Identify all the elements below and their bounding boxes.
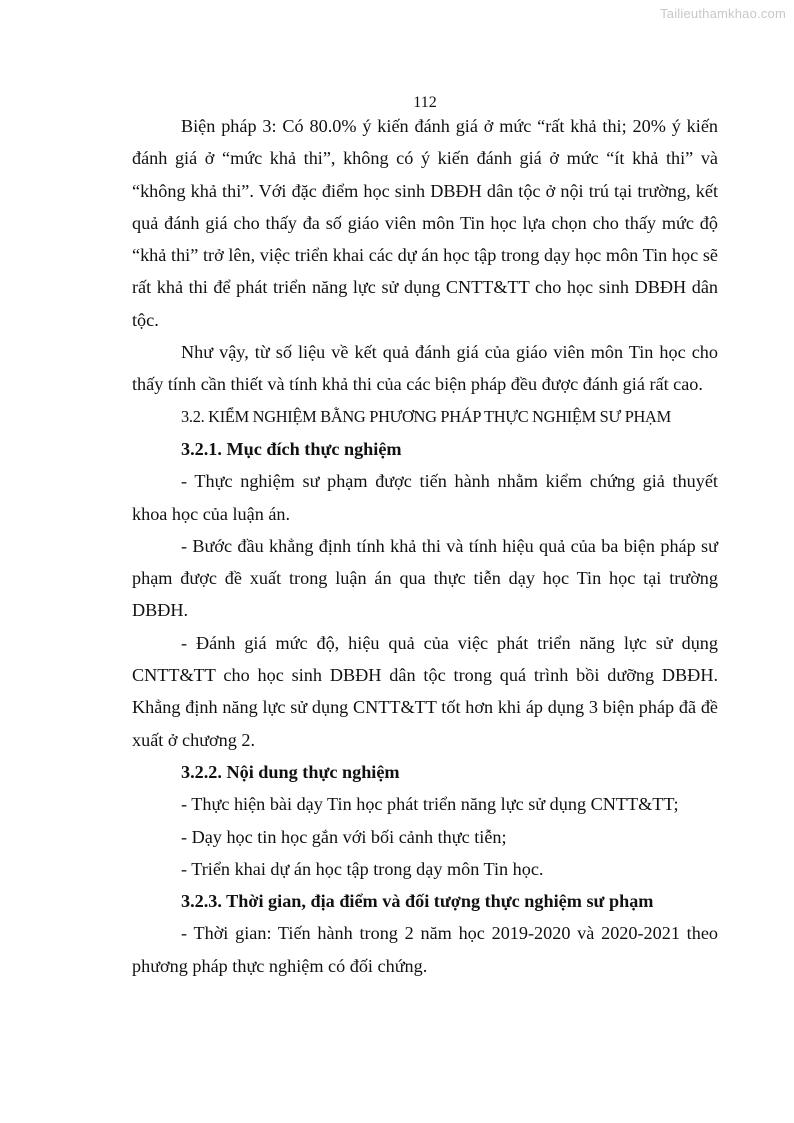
list-item-content-2: - Dạy học tin học gắn với bối cảnh thực tiễn; [181,826,507,847]
list-item-purpose-2: - Bước đầu khẳng định tính khả thi và tính hiệu quả của ba biện pháp sư phạm được đề xuất trong luận án qua thực tiễn dạy học Tin học tại trường DBĐH. [132,535,718,621]
watermark: Tailieuthamkhao.com [660,6,786,21]
paragraph-bien-phap-3: Biện pháp 3: Có 80.0% ý kiến đánh giá ở mức “rất khả thi; 20% ý kiến đánh giá ở “mức khả thi”, không có ý kiến đánh giá ở mức “ít khả thi” và “không khả thi”. Với đặc điểm học sinh DBĐH dân tộc ở nội trú tại trường, kết quả đánh giá cho thấy đa số giáo viên môn Tin học lựa chọn cho thấy mức độ “khả thi” trở lên, việc triển khai các dự án học tập trong dạy học môn Tin học sẽ rất khả thi để phát triển năng lực sử dụng CNTT&TT cho học sinh DBĐH dân tộc. [132,116,718,330]
list-item-purpose-3: - Đánh giá mức độ, hiệu quả của việc phát triển năng lực sử dụng CNTT&TT cho học sinh DBĐH dân tộc trong quá trình bồi dưỡng DBĐH. Khẳng định năng lực sử dụng CNTT&TT tốt hơn khi áp dụng 3 biện pháp đã đề xuất ở chương 2. [132,632,718,750]
document-body [132,110,718,982]
list-item-content-3: - Triển khai dự án học tập trong dạy môn Tin học. [181,858,544,879]
list-item-time: - Thời gian: Tiến hành trong 2 năm học 2019-2020 và 2020-2021 theo phương pháp thực nghiệm có đối chứng. [132,923,718,976]
subheading-3-2-1: 3.2.1. Mục đích thực nghiệm [181,438,402,459]
subheading-3-2-2: 3.2.2. Nội dung thực nghiệm [181,761,400,782]
section-heading-3-2: 3.2. KIỂM NGHIỆM BẰNG PHƯƠNG PHÁP THỰC NGHIỆM SƯ PHẠM [181,406,671,426]
paragraph-nhu-vay: Như vậy, từ số liệu về kết quả đánh giá của giáo viên môn Tin học cho thấy tính cần thiết và tính khả thi của các biện pháp đều được đánh giá rất cao. [132,342,718,395]
list-item-content-1: - Thực hiện bài dạy Tin học phát triển năng lực sử dụng CNTT&TT; [181,794,679,815]
page-number: 112 [413,94,437,111]
list-item-purpose-1: - Thực nghiệm sư phạm được tiến hành nhằm kiểm chứng giả thuyết khoa học của luận án. [132,471,718,524]
subheading-3-2-3: 3.2.3. Thời gian, địa điểm và đối tượng thực nghiệm sư phạm [181,891,654,912]
